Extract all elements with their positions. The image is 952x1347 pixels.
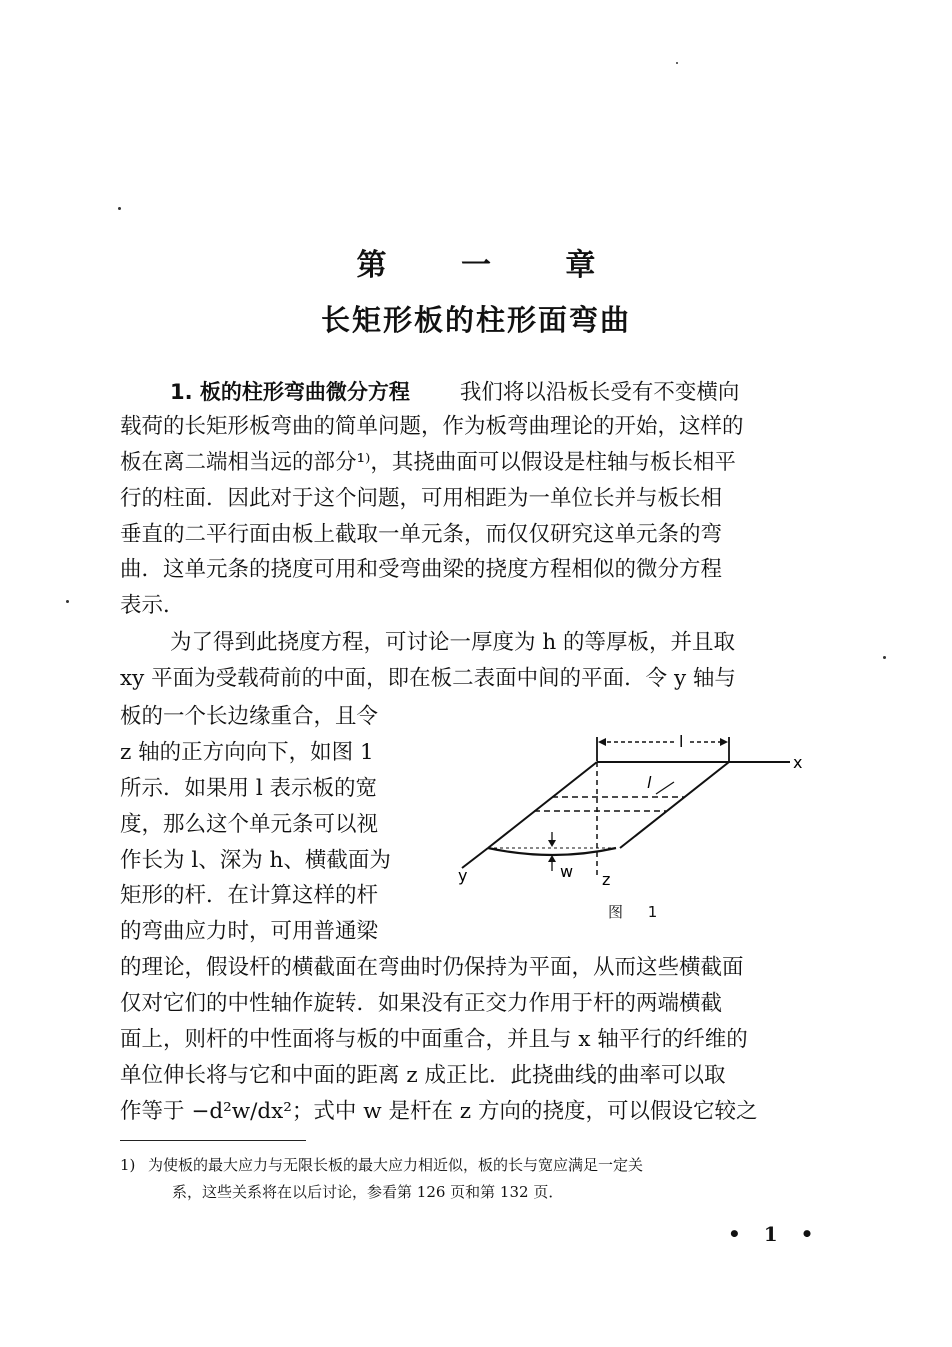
paragraph-line: 载荷的长矩形板弯曲的简单问题，作为板弯曲理论的开始，这样的 (120, 414, 744, 439)
plate-edge-left (488, 762, 597, 848)
paragraph-line: 矩形的杆．在计算这样的杆 (120, 883, 379, 908)
paragraph-line: 板在离二端相当远的部分¹⁾，其挠曲面可以假设是柱轴与板长相平 (120, 450, 736, 475)
paragraph-line: 单位伸长将与它和中面的距离 z 成正比．此挠曲线的曲率可以取 (120, 1063, 726, 1088)
scan-speck (66, 600, 69, 603)
paragraph-line: 作等于 −d²w/dx²；式中 w 是杆在 z 方向的挠度，可以假设它较之 (120, 1099, 758, 1124)
paragraph-text: 我们将以沿板长受有不变横向 (459, 380, 740, 405)
footnote-line: 系，这些关系将在以后讨论，参看第 126 页和第 132 页． (172, 1183, 564, 1201)
scan-speck (883, 656, 886, 659)
plate-diagram (440, 725, 820, 895)
paragraph-line: z 轴的正方向向下，如图 1 (120, 740, 374, 765)
footnote-rule (120, 1140, 306, 1141)
paragraph-line: 仅对它们的中性轴作旋转．如果没有正交力作用于杆的两端横截 (120, 991, 723, 1016)
paragraph-line: 行的柱面．因此对于这个问题，可用相距为一单位长并与板长相 (120, 486, 723, 511)
figure-caption: 图 1 (608, 903, 668, 921)
paragraph-line: 的理论，假设杆的横截面在弯曲时仍保持为平面，从而这些横截面 (120, 955, 744, 980)
label-y: y (458, 866, 468, 885)
dimension-arrow-right (720, 738, 728, 746)
dimension-arrow-left (598, 738, 606, 746)
label-x: x (793, 753, 803, 772)
y-axis (462, 848, 488, 868)
paragraph-line: 面上，则杆的中性面将与板的中面重合，并且与 x 轴平行的纤维的 (120, 1027, 748, 1052)
label-z: z (602, 870, 611, 889)
scan-speck (676, 62, 678, 64)
paragraph-line: 板的一个长边缘重合，且令 (120, 704, 379, 729)
paragraph-line: 的弯曲应力时，可用普通梁 (120, 919, 379, 944)
paragraph-line: 作长为 l、深为 h、横截面为 (120, 848, 391, 873)
chapter-number: 第 一 章 (356, 248, 628, 283)
paragraph-line: 垂直的二平行面由板上截取一单元条，而仅仅研究这单元条的弯 (120, 522, 723, 547)
plate-edge-right (620, 762, 729, 848)
paragraph-line: 曲．这单元条的挠度可用和受弯曲梁的挠度方程相似的微分方程 (120, 557, 723, 582)
paragraph-line: 度，那么这个单元条可以视 (120, 812, 379, 837)
chapter-title: 长矩形板的柱形面弯曲 (320, 303, 631, 337)
page-number: • 1 • (728, 1222, 822, 1246)
section-first-line (170, 377, 739, 407)
footnote-marker: 1) (120, 1156, 136, 1174)
scan-speck (118, 207, 121, 210)
figure-1 (440, 725, 820, 935)
label-l-strip: l (647, 773, 652, 792)
footnote-line: 为使板的最大应力与无限长板的最大应力相近似，板的长与宽应满足一定关 (148, 1156, 644, 1174)
section-heading: 1. 板的柱形弯曲微分方程 (170, 380, 410, 404)
paragraph-line: xy 平面为受载荷前的中面，即在板二表面中间的平面．令 y 轴与 (120, 666, 736, 691)
deflection-arrowhead (548, 840, 556, 847)
strip-pointer (656, 782, 674, 794)
paragraph-line: 所示．如果用 l 表示板的宽 (120, 776, 378, 801)
label-l-top: l (679, 732, 684, 751)
label-w: w (560, 862, 574, 881)
paragraph-line: 为了得到此挠度方程，可讨论一厚度为 h 的等厚板，并且取 (170, 630, 736, 655)
paragraph-line: 表示． (120, 593, 185, 618)
